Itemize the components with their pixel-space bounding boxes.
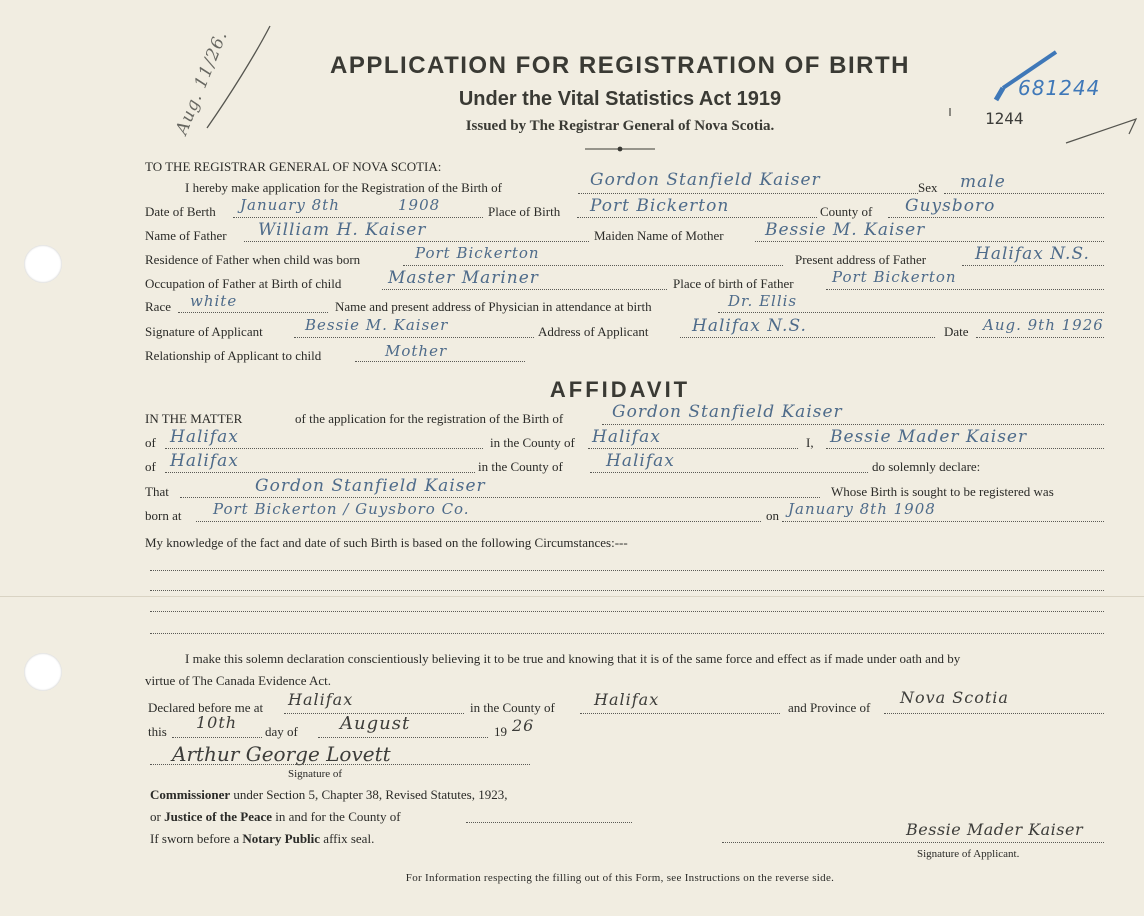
that-name-value: Gordon Stanfield Kaiser (255, 476, 486, 496)
pencil-date-note: Aug. 11/26. (172, 27, 232, 138)
relationship-value: Mother (385, 342, 448, 360)
declared-at-value: Halifax (288, 690, 354, 709)
matter-name-value: Gordon Stanfield Kaiser (612, 402, 843, 422)
date-label: Date (944, 324, 969, 339)
physician-label: Name and present address of Physician in attendance at birth (335, 299, 652, 314)
born-at-value: Port Bickerton / Guysboro Co. (213, 500, 470, 518)
month-value: August (340, 713, 411, 734)
father-present-address-label: Present address of Father (795, 252, 927, 267)
county-value-2: Halifax (606, 451, 675, 471)
number-stamp: 1244 (985, 109, 1024, 128)
of-label-1: of (145, 435, 156, 450)
born-at-label: born at (145, 508, 182, 523)
year-of-birth-value: 1908 (398, 196, 441, 214)
day-of-label: day of (265, 724, 298, 739)
father-birthplace-value: Port Bickerton (832, 268, 957, 286)
day-value: 10th (196, 713, 238, 732)
blue-check-mark (996, 88, 1003, 100)
of-value-2: Halifax (170, 451, 239, 471)
applicant-signature-label-final: Signature of Applicant. (917, 848, 1020, 860)
commissioner-text: under Section 5, Chapter 38, Revised Statutes, 1923, (233, 787, 508, 802)
province-value: Nova Scotia (900, 688, 1009, 707)
ornament-divider (585, 146, 655, 152)
father-present-address-value: Halifax N.S. (975, 244, 1090, 264)
applicant-address-value: Halifax N.S. (692, 316, 807, 336)
justice-text: in and for the County of (275, 809, 401, 824)
of-label-2: of (145, 459, 156, 474)
county-value: Guysboro (905, 196, 996, 216)
declared-county-value: Halifax (594, 690, 660, 709)
place-of-birth-label: Place of Birth (488, 204, 561, 219)
intro-label: I hereby make application for the Registration of the Birth of (185, 180, 502, 195)
notary-pre: If sworn before a (150, 831, 240, 846)
father-birthplace-label: Place of birth of Father (673, 276, 794, 291)
knowledge-label: My knowledge of the fact and date of such Birth is based on the following Circumstances:--- (145, 535, 628, 550)
circumstances-line (150, 611, 1104, 612)
of-value-1: Halifax (170, 427, 239, 447)
father-name-label: Name of Father (145, 228, 227, 243)
form-issuer: Issued by The Registrar General of Nova Scotia. (465, 118, 775, 134)
signature-of-label: Signature of (288, 768, 343, 780)
i-label: I, (806, 435, 814, 450)
footer-note: For Information respecting the filling out of this Form, see Instructions on the reverse side. (405, 872, 835, 884)
year-prefix: 19 (494, 724, 507, 739)
father-residence-label: Residence of Father when child was born (145, 252, 361, 267)
notary-bold: Notary Public (242, 831, 321, 846)
mother-maiden-label: Maiden Name of Mother (594, 228, 724, 243)
affidavit-title: AFFIDAVIT (549, 377, 691, 402)
solemn-line-1: I make this solemn declaration conscientiously believing it to be true and knowing that it is of the same force and effect as if made under oath and by (185, 651, 961, 666)
father-occupation-label: Occupation of Father at Birth of child (145, 276, 342, 291)
race-value: white (190, 292, 238, 310)
commissioner-bold: Commissioner (150, 787, 231, 802)
physician-value: Dr. Ellis (728, 292, 798, 310)
applicant-signature-label: Signature of Applicant (145, 324, 263, 339)
applicant-signature-final: Bessie Mader Kaiser (906, 820, 1084, 839)
this-label: this (148, 724, 167, 739)
date-value: Aug. 9th 1926 (983, 316, 1104, 334)
year-suffix: 26 (512, 716, 535, 735)
born-on-value: January 8th 1908 (788, 500, 936, 518)
place-of-birth-value: Port Bickerton (590, 196, 730, 216)
declared-label: Declared before me at (148, 700, 264, 715)
child-name-value: Gordon Stanfield Kaiser (590, 170, 821, 190)
county-label-1: in the County of (490, 435, 575, 450)
that-label: That (145, 484, 169, 499)
county-value-1: Halifax (592, 427, 661, 447)
applicant-signature-value: Bessie M. Kaiser (305, 316, 449, 334)
county-label-2: in the County of (478, 459, 563, 474)
whose-birth-label: Whose Birth is sought to be registered was (831, 484, 1054, 499)
father-occupation-value: Master Mariner (388, 268, 539, 288)
commissioner-signature: Arthur George Lovett (172, 742, 391, 766)
father-residence-value: Port Bickerton (415, 244, 540, 262)
or-label: or (150, 809, 161, 824)
father-name-value: William H. Kaiser (258, 220, 427, 240)
matter-text: of the application for the registration of the Birth of (295, 411, 564, 426)
province-label: and Province of (788, 700, 871, 715)
solemn-line-2: virtue of The Canada Evidence Act. (145, 673, 332, 688)
applicant-address-label: Address of Applicant (538, 324, 649, 339)
matter-prefix: IN THE MATTER (145, 411, 243, 426)
circumstances-line (150, 633, 1104, 634)
form-subtitle: Under the Vital Statistics Act 1919 (458, 88, 782, 110)
sex-value: male (960, 172, 1006, 192)
form-title: APPLICATION FOR REGISTRATION OF BIRTH (330, 52, 910, 79)
notary-post: affix seal. (323, 831, 375, 846)
pencil-check-mark (1066, 119, 1136, 143)
relationship-label: Relationship of Applicant to child (145, 348, 322, 363)
county-label: County of (820, 204, 873, 219)
date-of-birth-value: January 8th (240, 196, 340, 214)
declarant-value: Bessie Mader Kaiser (830, 427, 1028, 447)
circumstances-line (150, 570, 1104, 571)
declare-label: do solemnly declare: (872, 459, 981, 474)
mother-maiden-value: Bessie M. Kaiser (765, 220, 926, 240)
justice-bold: Justice of the Peace (164, 809, 273, 824)
declared-county-label: in the County of (470, 700, 555, 715)
registration-number: 681244 (1018, 76, 1101, 100)
addressee: TO THE REGISTRAR GENERAL OF NOVA SCOTIA: (145, 159, 442, 174)
circumstances-line (150, 590, 1104, 591)
race-label: Race (145, 299, 171, 314)
on-label: on (766, 508, 779, 523)
date-of-birth-label: Date of Berth (145, 204, 216, 219)
sex-label: Sex (918, 180, 938, 195)
